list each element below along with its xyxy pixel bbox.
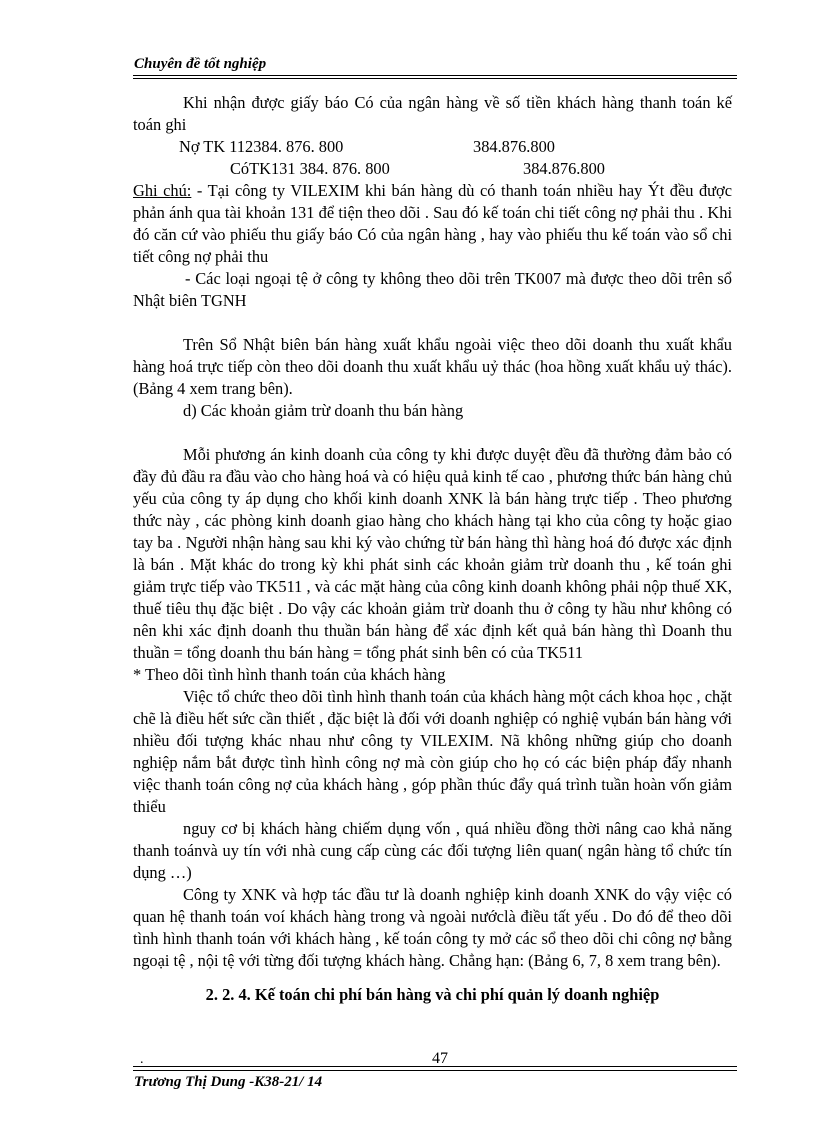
spacer bbox=[133, 422, 732, 444]
header-rule-top bbox=[133, 75, 737, 76]
debit-amount: 384.876.800 bbox=[473, 137, 555, 156]
subheading-payment-tracking: * Theo dõi tình hình thanh toán của khách hàng bbox=[133, 665, 446, 684]
paragraph-note bbox=[133, 180, 732, 268]
paragraph-sales-journal: Trên Sổ Nhật biên bán hàng xuất khẩu ngoài việc theo dõi doanh thu xuất khẩu hàng hoá trực tiếp còn theo dõi doanh thu xuất khẩu uỷ thác (hoa hồng xuất khẩu uỷ thác). (Bảng 4 xem trang bên). bbox=[133, 335, 732, 398]
paragraph-receipt: Khi nhận được giấy báo Có của ngân hàng về số tiền khách hàng thanh toán kế toán ghi bbox=[133, 93, 732, 134]
footer-author: Trương Thị Dung -K38-21/ 14 bbox=[134, 1074, 323, 1090]
spacer bbox=[133, 312, 732, 334]
paragraph-foreign-currency: - Các loại ngoại tệ ở công ty không theo dõi trên TK007 mà được theo dõi trên sổ Nhật biên TGNH bbox=[133, 269, 732, 310]
footer-dot: . bbox=[140, 1052, 144, 1067]
paragraph-business-plan: Mỗi phương án kinh doanh của công ty khi được duyệt đều đã thường đảm bảo có đầy đủ đầu ra đầu vào cho hàng hoá và có hiệu quả kinh tế cao , phương thức bán hàng chủ yếu của công ty áp dụng cho khối kinh doanh XNK là bán hàng trực tiếp . Theo phương thức này , các phòng kinh doanh giao hàng cho khách hàng tại kho của công ty hoặc giao tay ba . Người nhận hàng sau khi ký vào chứng từ bán hàng thì hàng hoá đó được xác định là bán . Mặt khác do trong kỳ khi phát sinh các khoản giảm trừ doanh thu , kế toán ghi giảm trực tiếp vào TK511 , và các mặt hàng của công kinh doanh không phải nộp thuế XK, thuế tiêu thụ đặc biệt . Do vậy các khoản giảm trừ doanh thu ở công ty hầu như không có nên khi xác định doanh thu thuần bán hàng để xác định kết quả bán hàng thì Doanh thu thuần = tổng doanh thu bán hàng = tổng phát sinh bên có của TK511 bbox=[133, 445, 732, 662]
document-body bbox=[133, 92, 732, 1006]
note-text: - Tại công ty VILEXIM khi bán hàng dù có thanh toán nhiều hay Ýt đều được phản ánh qua tài khoản 131 để tiện theo dõi . Sau đó kế toán chi tiết công nợ phải thu . Khi đó căn cứ vào phiếu thu giấy báo Có của ngân hàng , hay vào phiếu thu kế toán vào sổ chi tiết công nợ phải thu bbox=[133, 181, 732, 266]
paragraph-payment-organization: Việc tổ chức theo dõi tình hình thanh toán của khách hàng một cách khoa học , chặt chẽ là điều hết sức cần thiết , đặc biệt là đối với doanh nghiệp có nghiệ vụbán bán hàng với nhiều đối tượng khác nhau như công ty VILEXIM. Nã không những giúp cho doanh nghiệp nắm bắt được tình hình công nợ mà còn giúp cho họ có các biện pháp đẩy nhanh việc thanh toán công nợ của khách hàng , góp phần thúc đẩy quá trình tuần hoàn vốn giảm thiểu bbox=[133, 687, 732, 816]
journal-entry-credit bbox=[133, 158, 732, 180]
paragraph-company-ledgers: Công ty XNK và hợp tác đầu tư là doanh nghiệp kinh doanh XNK do vậy việc có quan hệ thanh toán voí khách hàng trong và ngoài nướclà điều tất yếu . Do đó để theo dõi tình hình thanh toán với khách hàng , kế toán công ty mở các sổ theo dõi chi công nợ bằng ngoại tệ , nội tệ với từng đối tượng khách hàng. Chẳng hạn: (Bảng 6, 7, 8 xem trang bên). bbox=[133, 885, 732, 970]
header-rule-bottom bbox=[133, 78, 737, 79]
subheading-revenue-deductions: d) Các khoản giảm trừ doanh thu bán hàng bbox=[183, 401, 464, 420]
debit-account: Nợ TK 112384. 876. 800 bbox=[179, 137, 344, 156]
page-number: 47 bbox=[432, 1050, 448, 1067]
footer-rule-top bbox=[133, 1066, 737, 1067]
paragraph-capital-risk: nguy cơ bị khách hàng chiếm dụng vốn , quá nhiều đồng thời nâng cao khả năng thanh toánvà uy tín với nhà cung cấp cùng các đối tượng liên quan( ngân hàng tổ chức tín dụng …) bbox=[133, 819, 732, 882]
credit-amount: 384.876.800 bbox=[523, 159, 605, 178]
note-label: Ghi chú: bbox=[133, 181, 192, 200]
footer-rule-bottom bbox=[133, 1070, 737, 1071]
section-heading: 2. 2. 4. Kế toán chi phí bán hàng và chi phí quản lý doanh nghiệp bbox=[205, 985, 660, 1004]
journal-entry-debit bbox=[133, 136, 732, 158]
page-header-title: Chuyên đề tốt nghiệp bbox=[134, 56, 267, 72]
credit-account: CóTK131 384. 876. 800 bbox=[230, 159, 390, 178]
